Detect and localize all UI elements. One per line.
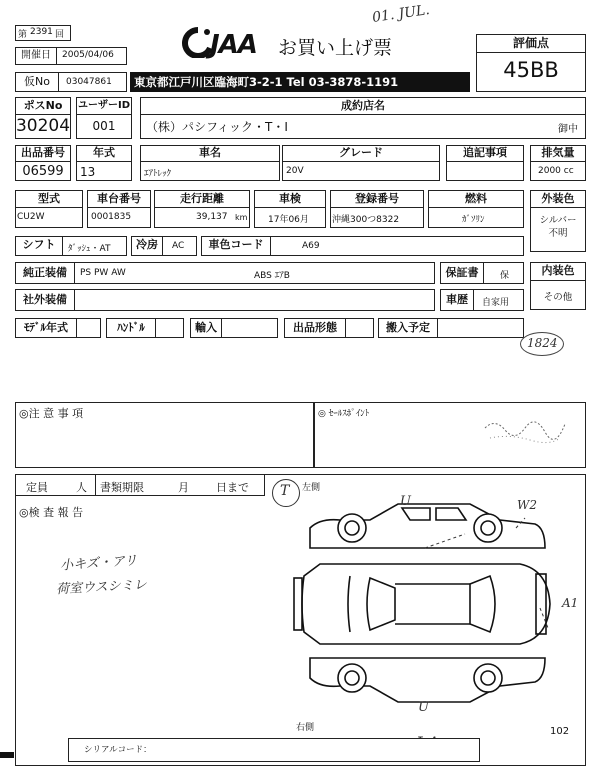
registration-value: 沖縄300つ8322	[332, 215, 400, 225]
warranty-value: 保	[500, 271, 510, 281]
date-label: 開催日	[21, 50, 51, 61]
history-value: 自家用	[482, 298, 510, 308]
color-code-value: A69	[302, 241, 320, 251]
equipment-box	[15, 262, 435, 284]
month-label: 月	[178, 481, 189, 494]
model-label: 車名	[199, 146, 221, 159]
aftermarket-label: 社外装備	[23, 293, 67, 306]
lot-number-value: 06599	[22, 164, 64, 179]
left-side-label: 左側	[302, 483, 321, 493]
interior-color-value: その他	[543, 292, 573, 303]
document-title: お買い上げ票	[278, 37, 393, 59]
fuel-label: 燃料	[465, 192, 487, 205]
chassis-label: 車台番号	[97, 192, 141, 205]
karino-value: 03047861	[66, 77, 112, 87]
equipment-label: 純正装備	[23, 266, 67, 279]
sheet-number-prefix: 第	[18, 30, 28, 40]
score-label: 評価点	[512, 36, 549, 50]
page-number: 102	[550, 726, 570, 737]
store-value: （株）パシフィック・T・I	[146, 120, 288, 134]
mileage-label: 走行距離	[180, 192, 224, 205]
import-label: 輸入	[195, 321, 217, 334]
shift-value: ﾀﾞｯｼｭ・AT	[68, 244, 111, 254]
store-suffix: 御中	[558, 124, 578, 135]
document-deadline-label: 書類期限	[100, 481, 144, 494]
karino-label: 仮No	[24, 75, 50, 88]
equipment-value-2: ABS ｴｱB	[254, 271, 290, 281]
pos-label: ポスNo	[23, 99, 63, 112]
user-id-label: ユーザーID	[77, 100, 131, 111]
mileage-value: 39,137	[196, 212, 228, 222]
fuel-value: ｶﾞｿﾘﾝ	[462, 215, 485, 225]
capacity-unit: 人	[76, 481, 87, 494]
displacement-value: 2000 cc	[538, 166, 574, 176]
equipment-value-1: PS PW AW	[80, 268, 126, 278]
capacity-label: 定員	[26, 481, 48, 494]
aftermarket-box	[15, 289, 435, 311]
mileage-unit: km	[235, 213, 248, 222]
inspection-label: 車検	[279, 192, 301, 205]
displacement-label: 排気量	[541, 146, 575, 159]
exterior-color-value-1: シルバー	[539, 215, 577, 226]
color-code-label: 車色コード	[208, 238, 264, 251]
exterior-color-label: 外装色	[541, 192, 575, 205]
type-label: 型式	[38, 192, 60, 205]
chassis-value: 0001835	[91, 212, 132, 222]
right-side-label: 右側	[296, 723, 315, 733]
lot-number-label: 出品番号	[21, 146, 65, 159]
handwritten-date: 01. JUL.	[371, 2, 431, 26]
scribble-mark	[480, 410, 570, 450]
handwritten-note-1: 小キズ・アリ	[59, 553, 138, 574]
grade-label: グレード	[339, 146, 383, 159]
sheet-number-suffix: 回	[55, 30, 65, 40]
notes-label: 追記事項	[463, 146, 507, 159]
grade-value: 20V	[286, 166, 304, 176]
handwritten-number: 1824	[527, 336, 558, 350]
inspection-value: 17年06月	[268, 215, 309, 225]
inspection-report-label: ◎検 査 報 告	[19, 506, 84, 519]
sheet-number: 2391	[30, 27, 53, 37]
auction-date: 2005/04/06	[62, 50, 114, 60]
exterior-color-value-2: 不明	[548, 228, 568, 239]
damage-mark-3: A1	[562, 596, 579, 610]
damage-mark-4: U	[418, 700, 429, 715]
year-label: 年式	[93, 146, 115, 159]
day-label: 日まで	[216, 481, 249, 494]
model-year-label: ﾓﾃﾞﾙ年式	[24, 321, 68, 334]
sales-point-label: ◎ ｾｰﾙｽﾎﾟｲﾝﾄ	[318, 409, 370, 419]
corner-mark	[0, 752, 14, 758]
car-diagram	[290, 498, 560, 710]
history-label: 車歴	[446, 293, 468, 306]
user-id-value: 001	[92, 119, 116, 133]
address-text: 東京都江戸川区臨海町3-2-1 Tel 03-3878-1191	[134, 75, 399, 89]
score-value: 45BB	[503, 58, 559, 82]
damage-mark-1: U	[400, 494, 411, 509]
warranty-label: 保証書	[445, 266, 479, 279]
model-value: ｴｱﾄﾚｯｸ	[144, 169, 172, 179]
registration-label: 登録番号	[355, 192, 399, 205]
handle-label: ﾊﾝﾄﾞﾙ	[117, 321, 145, 334]
handwritten-note-2: 荷室ウスシミレ	[55, 577, 148, 598]
logo-text: JAA	[210, 30, 257, 60]
year-value: 13	[80, 165, 96, 179]
ac-label: 冷房	[136, 238, 158, 251]
pos-value: 30204	[15, 116, 71, 136]
delivery-label: 搬入予定	[386, 321, 430, 334]
store-label: 成約店名	[341, 99, 385, 112]
handwritten-mark: T	[280, 483, 290, 499]
caution-label: ◎注 意 事 項	[19, 407, 84, 420]
ac-value: AC	[172, 241, 185, 251]
shift-label: シフト	[22, 238, 56, 251]
serial-code-label: シリアルコード：	[84, 745, 152, 755]
type-value: CU2W	[17, 212, 45, 222]
interior-color-label: 内装色	[541, 264, 575, 277]
form-label: 出品形態	[293, 321, 337, 334]
damage-mark-2: W2	[517, 498, 537, 512]
